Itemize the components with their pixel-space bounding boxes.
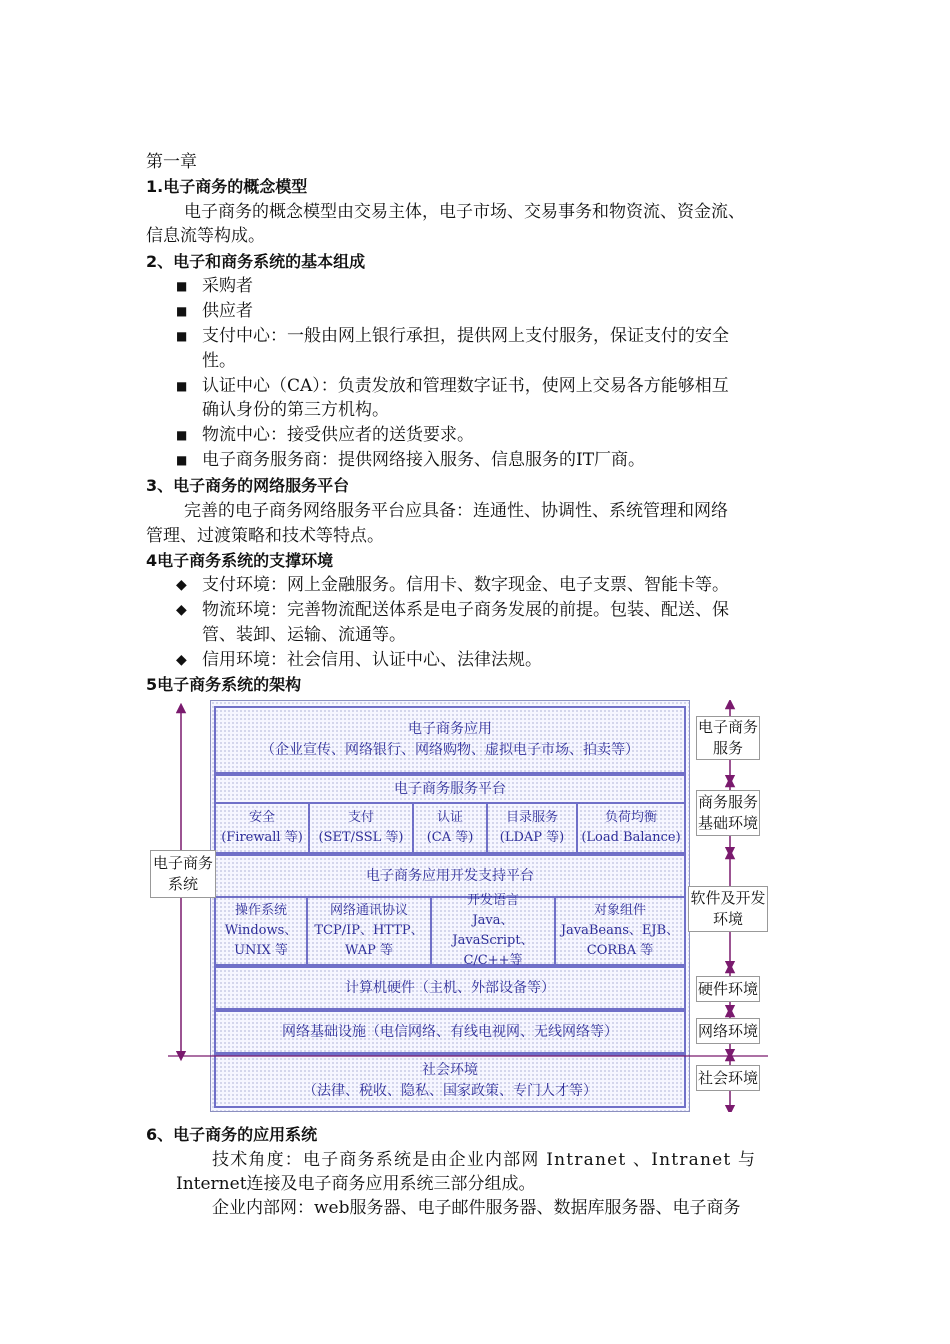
list-item: 采购者 — [202, 276, 253, 296]
cell-title: 操作系统 — [234, 903, 287, 918]
diagram-arrows — [148, 700, 768, 1112]
label-line: 社会环境 — [697, 1068, 758, 1087]
list-item: 供应者 — [202, 301, 253, 321]
label-line: 硬件环境 — [697, 979, 758, 998]
list-item: 支付环境：网上金融服务。信用卡、数字现金、电子支票、智能卡等。 — [202, 575, 729, 595]
chapter-heading: 第一章 — [146, 152, 197, 172]
section-3-para-line: 完善的电子商务网络服务平台应具备：连通性、协调性、系统管理和网络 — [184, 501, 728, 521]
section-6-para-line: 企业内部网：web服务器、电子邮件服务器、数据库服务器、电子商务 — [212, 1198, 741, 1218]
label-line: 电子商务 — [152, 854, 213, 872]
label-line: 服务 — [712, 739, 743, 757]
cell-title: 目录服务 — [505, 810, 558, 825]
cell-title: 开发语言 — [466, 893, 519, 908]
app-layer-subtitle: （企业宣传、网络银行、网络购物、虚拟电子市场、拍卖等） — [261, 742, 639, 758]
label-line: 商务服务 — [697, 793, 758, 811]
square-bullet-icon: ■ — [176, 279, 188, 293]
social-layer-subtitle: （法律、税收、隐私、国家政策、专门人才等） — [303, 1083, 597, 1099]
square-bullet-icon: ■ — [176, 453, 188, 467]
label-ec-system — [150, 850, 216, 898]
cell-detail: (Firewall 等) — [221, 830, 303, 845]
cell-detail: JavaBeans、EJB、 — [560, 923, 680, 938]
label-line: 系统 — [167, 875, 198, 893]
cell-detail: TCP/IP、HTTP、 — [314, 923, 424, 938]
dev-platform-title: 电子商务应用开发支持平台 — [366, 867, 534, 884]
list-item-continued: 管、装卸、运输、流通等。 — [202, 625, 406, 645]
cell-title: 对象组件 — [593, 903, 646, 918]
section-6-title: 6、电子商务的应用系统 — [146, 1125, 318, 1144]
list-item: 信用环境：社会信用、认证中心、法律法规。 — [202, 650, 542, 670]
cell-title: 认证 — [436, 810, 463, 825]
diamond-bullet-icon: ◆ — [176, 602, 187, 618]
cell-detail: (SET/SSL 等) — [318, 830, 404, 845]
label-business-service — [696, 790, 760, 836]
service-platform-title: 电子商务服务平台 — [394, 780, 506, 797]
cell-detail: CORBA 等 — [586, 943, 654, 958]
square-bullet-icon: ■ — [176, 428, 188, 442]
section-1-para-line: 信息流等构成。 — [146, 226, 265, 246]
section-3-title: 3、电子商务的网络服务平台 — [146, 476, 350, 495]
cell-detail: WAP 等 — [345, 943, 393, 958]
label-social-env — [696, 1065, 760, 1091]
cell-detail: Windows、 — [224, 923, 298, 938]
network-layer-title: 网络基础设施（电信网络、有线电视网、无线网络等） — [282, 1023, 618, 1040]
label-line: 网络环境 — [697, 1021, 758, 1040]
section-2-title: 2、电子和商务系统的基本组成 — [146, 252, 366, 271]
cell-detail: Java、JavaScript、 — [452, 913, 534, 948]
section-4-title: 4电子商务系统的支撑环境 — [146, 551, 334, 570]
label-line: 软件及开发 — [690, 889, 766, 907]
label-ec-service — [696, 716, 760, 760]
label-line: 电子商务 — [697, 718, 758, 736]
square-bullet-icon: ■ — [176, 304, 188, 318]
cell-title: 支付 — [347, 810, 374, 825]
section-6-para-line: 技术角度：电子商务系统是由企业内部网 Intranet 、Intranet 与 — [212, 1150, 757, 1170]
list-item: 电子商务服务商：提供网络接入服务、信息服务的IT厂商。 — [202, 450, 646, 470]
square-bullet-icon: ■ — [176, 379, 188, 393]
label-line: 环境 — [712, 910, 743, 928]
app-layer-title: 电子商务应用 — [408, 721, 492, 737]
section-1-title: 1.电子商务的概念模型 — [146, 177, 308, 196]
list-item: 认证中心（CA）：负责发放和管理数字证书，使网上交易各方能够相互 — [202, 376, 729, 396]
list-item-continued: 性。 — [202, 351, 236, 371]
label-line: 基础环境 — [697, 814, 758, 832]
cell-detail: UNIX 等 — [234, 943, 288, 958]
social-layer-title: 社会环境 — [422, 1062, 478, 1078]
diamond-bullet-icon: ◆ — [176, 652, 187, 668]
cell-title: 负荷均衡 — [604, 810, 657, 825]
section-3-para-line: 管理、过渡策略和技术等特点。 — [146, 526, 384, 546]
section-6-para-line: Internet连接及电子商务应用系统三部分组成。 — [176, 1174, 536, 1194]
square-bullet-icon: ■ — [176, 329, 188, 343]
cell-detail: C/C++等 — [463, 953, 523, 968]
list-item: 支付中心：一般由网上银行承担，提供网上支付服务，保证支付的安全 — [202, 326, 729, 346]
list-item-continued: 确认身份的第三方机构。 — [202, 400, 389, 420]
section-1-para-line: 电子商务的概念模型由交易主体，电子市场、交易事务和物资流、资金流、 — [184, 202, 745, 222]
hardware-layer-title: 计算机硬件（主机、外部设备等） — [345, 979, 555, 996]
list-item: 物流环境：完善物流配送体系是电子商务发展的前提。包装、配送、保 — [202, 600, 729, 620]
cell-detail: (LDAP 等) — [499, 830, 565, 845]
list-item: 物流中心：接受供应者的送货要求。 — [202, 425, 474, 445]
label-hardware-env — [696, 976, 760, 1002]
diamond-bullet-icon: ◆ — [176, 577, 187, 593]
architecture-diagram — [148, 700, 768, 1112]
cell-detail: (Load Balance) — [581, 830, 681, 845]
label-network-env — [696, 1018, 760, 1044]
cell-title: 安全 — [248, 810, 275, 825]
section-5-title: 5电子商务系统的架构 — [146, 675, 302, 694]
cell-detail: (CA 等) — [426, 830, 474, 845]
cell-title: 网络通讯协议 — [329, 903, 408, 918]
label-software-env — [688, 886, 768, 932]
